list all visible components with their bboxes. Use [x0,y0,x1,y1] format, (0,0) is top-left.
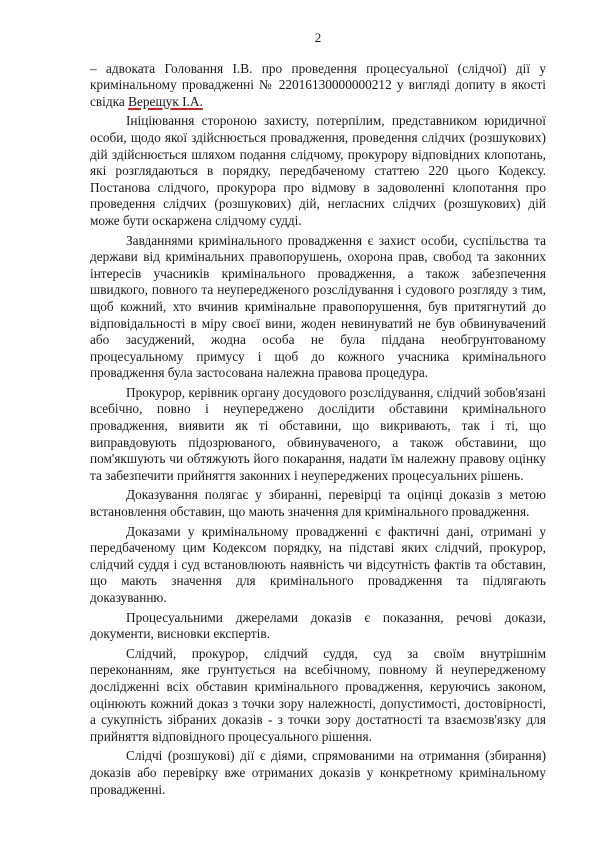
paragraph-sources: Процесуальними джерелами доказів є показання, речові докази, документи, висновки експертів. [90,609,546,642]
page-number: 2 [314,30,322,45]
paragraph-prosecutor-duties: Прокурор, керівник органу досудового розслідування, слідчий зобов'язані всебічно, повно і неупереджено дослідити обставини кримінального провадження, виявити як ті обставини, що викривають, так і ті, що виправдовують підозрюваного, обвинуваченого, а також обставини, що пом'якшують чи обтяжують його покарання, надати їм належну правову оцінку та забезпечити прийняття законних і неупереджених процесуальних рішень. [90,384,546,483]
intro-text: – адвоката Головання І.В. про проведення процесуальної (слідчої) дії у кримінальному провадженні № 22016130000000212 у вигляді допиту в якості свідка [90,60,546,109]
witness-name-underlined: Верещук І.А. [128,93,203,109]
paragraph-intro [90,61,546,111]
paragraph-proving: Доказування полягає у збиранні, перевірці та оцінці доказів з метою встановлення обставин, що мають значення для кримінального провадження. [90,487,546,520]
paragraph-assessment: Слідчий, прокурор, слідчий суддя, суд за своїм внутрішнім переконанням, яке грунтується на всебічному, повному й неупередженому дослідженні всіх обставин кримінального провадження, керуючись законом, оцінюють кожний доказ з точки зору належності, допустимості, достовірності, а сукупність зібраних доказів - з точки зору достатності та взаємозв'язку для прийняття відповідного процесуального рішення. [90,645,546,744]
paragraph-evidence: Доказами у кримінальному провадженні є фактичні дані, отримані у передбаченому цим Кодексом порядку, на підставі яких слідчий, прокурор, слідчий суддя і суд встановлюють наявність чи відсутність фактів та обставин, що мають значення для кримінального провадження та підлягають доказуванню. [90,523,546,605]
paragraph-tasks: Завданнями кримінального провадження є захист особи, суспільства та держави від кримінальних правопорушень, охорона прав, свобод та законних інтересів учасників кримінального провадження, а також забезпечення швидкого, повного та неупередженого розслідування і судового розгляду з тим, щоб кожний, хто вчинив кримінальне правопорушення, був притягнутий до відповідальності в міру своєї вини, жоден невинуватий не був обвинувачений або засуджений, жодна особа не була піддана необгрунтованому процесуальному примусу і щоб до кожного учасника кримінального провадження була застосована належна правова процедура. [90,232,546,381]
paragraph-initiation: Ініціювання стороною захисту, потерпілим, представником юридичної особи, щодо якої здійснюється провадження, проведення слідчих (розшукових) дій здійснюється шляхом подання слідчому, прокурору відповідних клопотань, які розглядаються в порядку, передбаченому статтею 220 цього Кодексу. Постанова слідчого, прокурора про відмову в задоволенні клопотання про проведення слідчих (розшукових) дій, негласних слідчих (розшукових) дій може бути оскаржена слідчому судді. [90,113,546,228]
paragraph-investigative-actions: Слідчі (розшукові) дії є діями, спрямованими на отримання (збирання) доказів або перевірку вже отриманих доказів у конкретному кримінальному провадженні. [90,748,546,797]
